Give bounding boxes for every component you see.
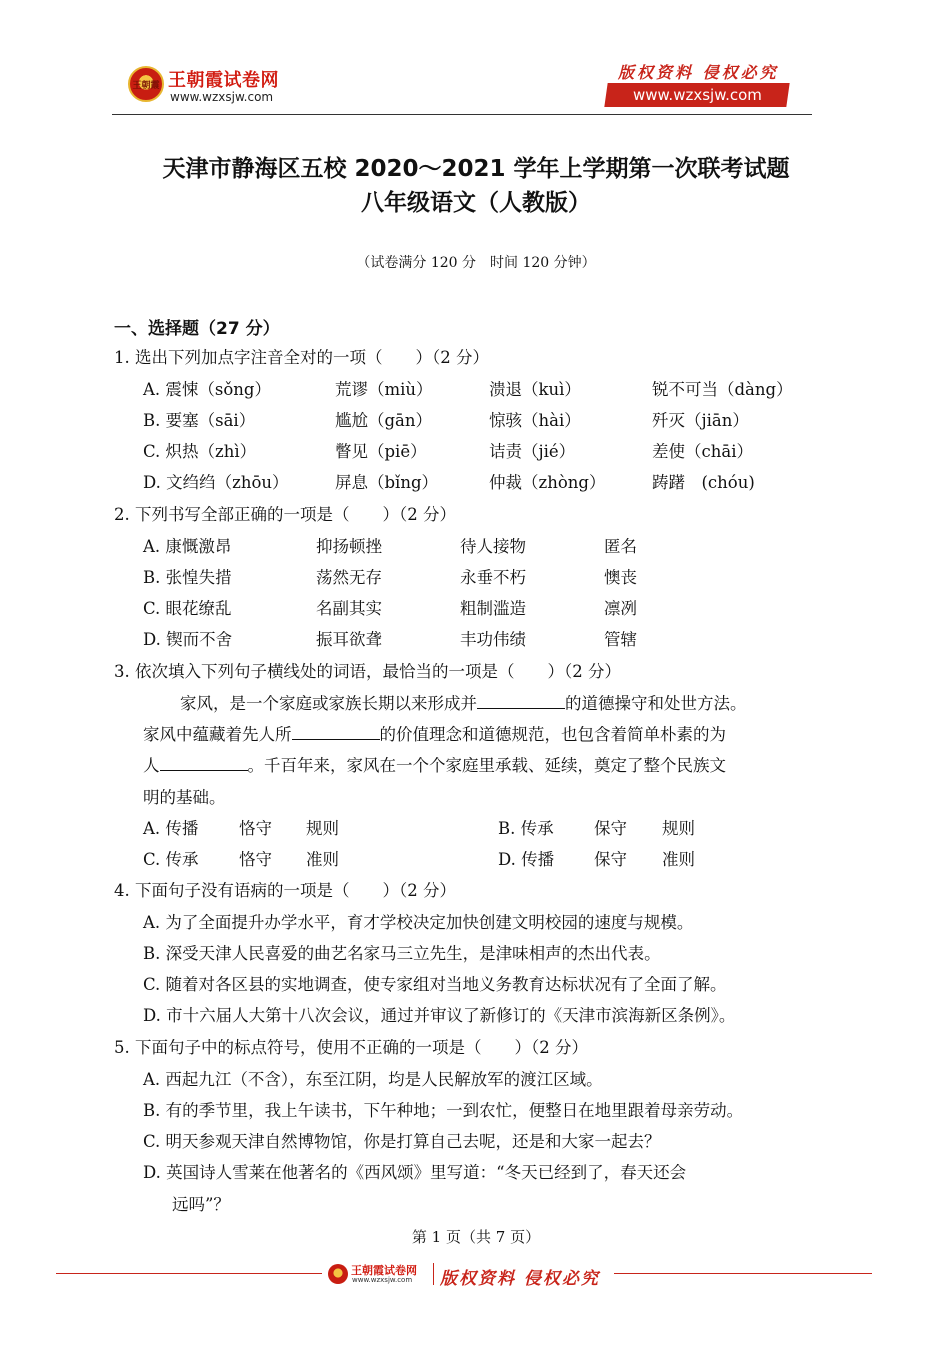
- footer-logo-name: 王朝霞试卷网: [351, 1264, 417, 1277]
- q2-option-cell: 匿名: [604, 537, 637, 556]
- footer-copyright: 版权资料 侵权必究: [440, 1269, 600, 1289]
- q3-text: 的道德操守和处世方法。: [565, 694, 747, 713]
- q3-option-a-word: 恪守: [239, 819, 272, 838]
- q4-option: D. 市十六届人大第十八次会议，通过并审议了新修订的《天津市滨海新区条例》。: [143, 1006, 736, 1025]
- q3-option-c-word: 恪守: [239, 850, 272, 869]
- section-heading: 一、选择题（27 分）: [114, 319, 280, 339]
- seal-text: 王朝霞: [132, 81, 160, 91]
- q1-option-cell: 歼灭（jiān）: [652, 411, 749, 430]
- q1-option-cell: 仲裁（zhòng）: [489, 473, 606, 492]
- q1-option-cell: C. 炽热（zhì）: [143, 442, 257, 461]
- q5-option-continuation: 远吗”？: [172, 1195, 230, 1214]
- seal-icon: [128, 66, 164, 102]
- question-4-stem: 4. 下面句子没有语病的一项是（ ）（2 分）: [114, 881, 456, 900]
- fill-blank: [160, 756, 248, 771]
- q3-text: 家风中蕴藏着先人所: [143, 725, 292, 744]
- q5-option: D. 英国诗人雪莱在他著名的《西风颂》里写道：“冬天已经到了，春天还会: [143, 1163, 687, 1182]
- q2-option-cell: 懊丧: [604, 568, 637, 587]
- q1-option-cell: 差使（chāi）: [652, 442, 753, 461]
- q2-option-cell: C. 眼花缭乱: [143, 599, 232, 618]
- footer-rule-right: [614, 1273, 872, 1274]
- q1-option-cell: 尴尬（gān）: [335, 411, 433, 430]
- q3-text: 家风，是一个家庭或家族长期以来形成并: [180, 694, 477, 713]
- q4-option: A. 为了全面提升办学水平，育才学校决定加快创建文明校园的速度与规模。: [143, 913, 694, 932]
- question-5-stem: 5. 下面句子中的标点符号，使用不正确的一项是（ ）（2 分）: [114, 1038, 588, 1057]
- header-url-text: www.wzxsjw.com: [632, 86, 762, 104]
- seal-icon: [328, 1264, 348, 1284]
- q4-option: B. 深受天津人民喜爱的曲艺名家马三立先生，是津味相声的杰出代表。: [143, 944, 661, 963]
- q2-option-cell: A. 康慨激昂: [143, 537, 232, 556]
- footer-logo-url: www.wzxsjw.com: [352, 1276, 413, 1284]
- q3-passage-line: 明的基础。: [143, 788, 226, 807]
- q5-option: B. 有的季节里，我上午读书，下午种地；一到农忙，便整日在地里跟着母亲劳动。: [143, 1101, 744, 1120]
- q1-option-cell: 瞥见（piē）: [335, 442, 427, 461]
- q1-option-cell: 溃退（kuì）: [489, 380, 581, 399]
- q1-option-cell: D. 文绉绉（zhōu）: [143, 473, 289, 492]
- q2-option-cell: D. 锲而不舍: [143, 630, 233, 649]
- q2-option-cell: 荡然无存: [316, 568, 382, 587]
- q3-option-b-word: 保守: [594, 819, 627, 838]
- q3-text: 的价值理念和道德规范，也包含着简单朴素的为: [379, 725, 726, 744]
- q2-option-cell: 管辖: [604, 630, 637, 649]
- q2-option-cell: 丰功伟绩: [460, 630, 526, 649]
- q5-option: C. 明天参观天津自然博物馆，你是打算自己去呢，还是和大家一起去？: [143, 1132, 661, 1151]
- q2-option-cell: 凛冽: [604, 599, 637, 618]
- exam-meta: （试卷满分 120 分 时间 120 分钟）: [356, 255, 596, 271]
- q1-option-cell: 诘责（jié）: [489, 442, 576, 461]
- q1-option-cell: 锐不可当（dàng）: [652, 380, 793, 399]
- q3-option-d-word: 准则: [662, 850, 695, 869]
- q3-text: 。千百年来，家风在一个个家庭里承载、延续，奠定了整个民族文: [247, 756, 726, 775]
- q3-option-a: A. 传播: [143, 819, 199, 838]
- q3-passage-line: [143, 752, 726, 776]
- q3-passage-line: [143, 721, 726, 745]
- q2-option-cell: 永垂不朽: [460, 568, 526, 587]
- q1-option-cell: 踌躇 (chóu): [652, 473, 755, 492]
- footer-rule-left: [56, 1273, 322, 1274]
- q5-option: A. 西起九江（不含），东至江阴，均是人民解放军的渡江区域。: [143, 1070, 603, 1089]
- q2-option-cell: 振耳欲聋: [316, 630, 382, 649]
- q2-option-cell: 抑扬顿挫: [316, 537, 382, 556]
- q2-option-cell: B. 张惶失措: [143, 568, 232, 587]
- logo-name: 王朝霞试卷网: [168, 70, 279, 91]
- fill-blank: [292, 725, 380, 740]
- footer-divider: [433, 1263, 434, 1285]
- question-2-stem: 2. 下列书写全部正确的一项是（ ）（2 分）: [114, 505, 456, 524]
- q1-option-cell: A. 震悚（sǒng）: [143, 380, 271, 399]
- q2-option-cell: 待人接物: [460, 537, 526, 556]
- q3-option-c-word: 准则: [306, 850, 339, 869]
- logo-url: www.wzxsjw.com: [170, 90, 274, 104]
- q3-option-b: B. 传承: [498, 819, 554, 838]
- q3-text: 人: [143, 756, 160, 775]
- exam-subtitle: 八年级语文（人教版）: [361, 190, 591, 216]
- question-3-stem: 3. 依次填入下列句子横线处的词语，最恰当的一项是（ ）（2 分）: [114, 662, 621, 681]
- page-number: 第 1 页（共 7 页）: [411, 1228, 541, 1246]
- q3-option-b-word: 规则: [662, 819, 695, 838]
- q3-option-a-word: 规则: [306, 819, 339, 838]
- q3-option-d: D. 传播: [498, 850, 555, 869]
- q3-passage-line: [180, 690, 747, 714]
- q1-option-cell: 荒谬（miù）: [335, 380, 433, 399]
- header-rule: [112, 114, 812, 115]
- q3-option-c: C. 传承: [143, 850, 199, 869]
- header-copyright: 版权资料 侵权必究: [618, 63, 779, 82]
- fill-blank: [477, 694, 565, 709]
- question-1-stem: 1. 选出下列加点字注音全对的一项（ ）（2 分）: [114, 348, 489, 367]
- q3-option-d-word: 保守: [594, 850, 627, 869]
- q1-option-cell: 屏息（bǐng）: [335, 473, 439, 492]
- q4-option: C. 随着对各区县的实地调查，使专家组对当地义务教育达标状况有了全面了解。: [143, 975, 727, 994]
- footer-logo: [328, 1262, 432, 1288]
- q1-option-cell: B. 要塞（sāi）: [143, 411, 256, 430]
- header-url-banner: [604, 83, 789, 107]
- q1-option-cell: 惊骇（hài）: [489, 411, 581, 430]
- header-logo: [128, 64, 308, 110]
- q2-option-cell: 粗制滥造: [460, 599, 526, 618]
- exam-title: 天津市静海区五校 2020～2021 学年上学期第一次联考试题: [162, 156, 790, 182]
- q2-option-cell: 名副其实: [316, 599, 382, 618]
